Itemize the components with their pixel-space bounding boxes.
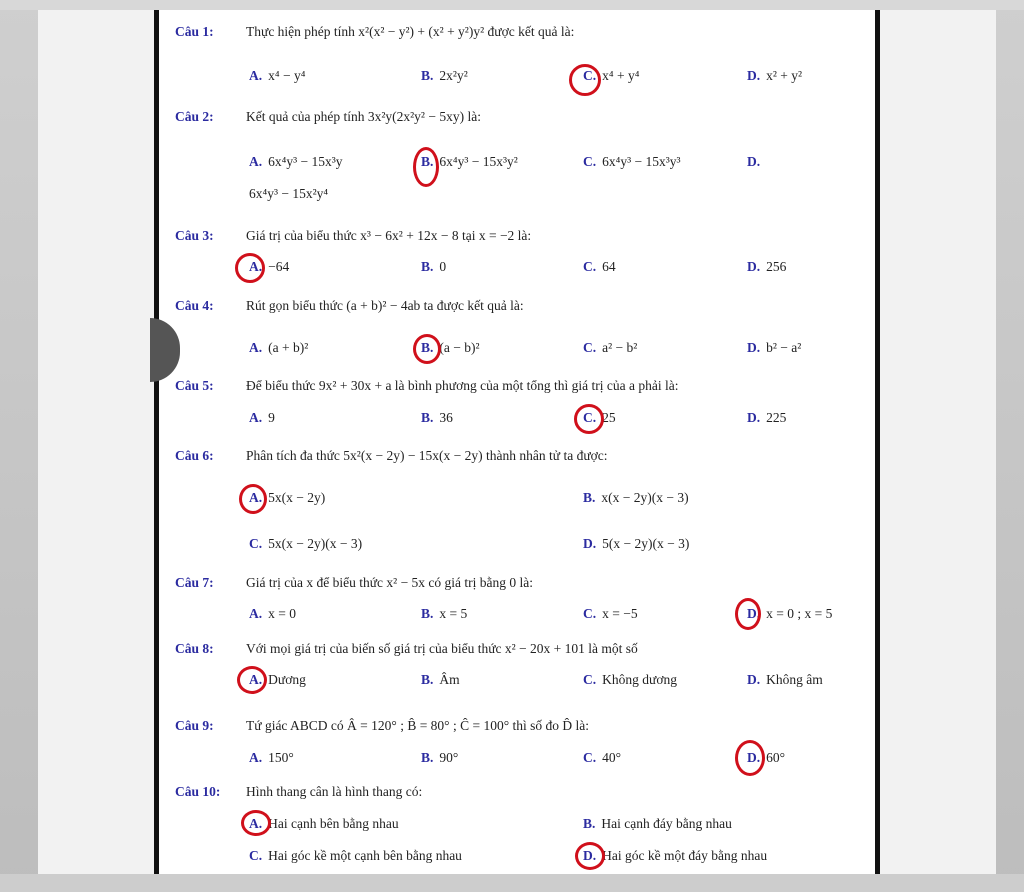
option-d: D. Không âm	[747, 672, 823, 687]
answer-mark-circle	[574, 404, 604, 434]
answer-mark-circle	[575, 842, 605, 870]
option-b: B. 2x²y²	[421, 68, 468, 83]
option-d: D. 60°	[747, 750, 786, 765]
option-b: B. 0	[421, 259, 447, 274]
option-a: A. 6x⁴y³ − 15x³y	[249, 154, 343, 169]
answer-mark-circle	[237, 666, 267, 694]
question-number: Câu 1:	[175, 24, 214, 39]
right-margin	[880, 10, 996, 874]
answer-mark-circle	[413, 147, 439, 187]
answer-mark-circle	[235, 253, 265, 283]
question-number: Câu 3:	[175, 228, 214, 243]
option-c: C. Không dương	[583, 672, 677, 687]
option-c: C. x⁴ + y⁴	[583, 68, 640, 83]
question-text: Kết quả của phép tính 3x²y(2x²y² − 5xy) là:	[246, 109, 481, 124]
question-number: Câu 5:	[175, 378, 214, 393]
question-text: Thực hiện phép tính x²(x² − y²) + (x² + y²)y² được kết quả là:	[246, 24, 575, 39]
question-text: Để biểu thức 9x² + 30x + a là bình phương của một tổng thì giá trị của a phải là:	[246, 378, 679, 393]
background-bottom	[0, 874, 1024, 892]
question-number: Câu 6:	[175, 448, 214, 463]
option-a: A. x⁴ − y⁴	[249, 68, 306, 83]
left-margin	[38, 10, 154, 874]
answer-mark-circle	[569, 64, 601, 96]
worksheet-page	[159, 10, 875, 874]
option-b: B. Hai cạnh đáy bằng nhau	[583, 816, 732, 831]
question-number: Câu 7:	[175, 575, 214, 590]
option-b: B. x(x − 2y)(x − 3)	[583, 490, 689, 505]
option-c: C. 6x⁴y³ − 15x³y³	[583, 154, 681, 169]
option-d: D. x² + y²	[747, 68, 803, 83]
option-b: B. Âm	[421, 672, 460, 687]
option-d: D. Hai góc kề một đáy bằng nhau	[583, 848, 768, 863]
option-a: A. Hai cạnh bên bằng nhau	[249, 816, 399, 831]
option-b: B. 90°	[421, 750, 459, 765]
option-d: D. x = 0 ; x = 5	[747, 606, 833, 621]
question-text: Giá trị của x để biểu thức x² − 5x có giá trị bằng 0 là:	[246, 575, 534, 590]
question-number: Câu 10:	[175, 784, 221, 799]
background-top	[0, 0, 1024, 10]
option-d: D. 5(x − 2y)(x − 3)	[583, 536, 690, 551]
option-b: B. 36	[421, 410, 453, 425]
option-a: A. Dương	[249, 672, 306, 687]
answer-mark-circle	[239, 484, 267, 514]
option-d: D. 225	[747, 410, 787, 425]
option-d-wrap: 6x⁴y³ − 15x²y⁴	[249, 186, 329, 201]
option-d: D. b² − a²	[747, 340, 802, 355]
option-c: C. a² − b²	[583, 340, 638, 355]
answer-mark-circle	[735, 598, 761, 630]
question-text: Giá trị của biểu thức x³ − 6x² + 12x − 8 tại x = −2 là:	[246, 228, 532, 243]
question-number: Câu 4:	[175, 298, 214, 313]
page-border-right	[875, 10, 880, 874]
answer-mark-circle	[241, 810, 271, 836]
question-number: Câu 8:	[175, 641, 214, 656]
option-c: C. 25	[583, 410, 616, 425]
question-text: Hình thang cân là hình thang có:	[246, 784, 423, 799]
option-c: C. x = −5	[583, 606, 638, 621]
option-a: A. 150°	[249, 750, 294, 765]
option-d: D. 256	[747, 259, 787, 274]
question-text: Rút gọn biểu thức (a + b)² − 4ab ta được kết quả là:	[246, 298, 524, 313]
option-c: C. 5x(x − 2y)(x − 3)	[249, 536, 363, 551]
option-a: A. 9	[249, 410, 275, 425]
option-a: A. (a + b)²	[249, 340, 309, 355]
question-text: Phân tích đa thức 5x²(x − 2y) − 15x(x − 2y) thành nhân tử ta được:	[246, 448, 608, 463]
page-border-left	[154, 10, 159, 874]
question-number: Câu 9:	[175, 718, 214, 733]
option-a: A. x = 0	[249, 606, 296, 621]
option-c: C. Hai góc kề một cạnh bên bằng nhau	[249, 848, 462, 863]
answer-mark-circle	[413, 334, 441, 364]
option-a: A. 5x(x − 2y)	[249, 490, 326, 505]
option-b: B. (a − b)²	[421, 340, 480, 355]
question-text: Với mọi giá trị của biến số giá trị của biểu thức x² − 20x + 101 là một số	[246, 641, 638, 656]
answer-mark-circle	[735, 740, 765, 776]
option-c: C. 64	[583, 259, 616, 274]
option-a: A. −64	[249, 259, 290, 274]
option-d: D.	[747, 154, 761, 169]
option-b: B. 6x⁴y³ − 15x³y²	[421, 154, 518, 169]
question-number: Câu 2:	[175, 109, 214, 124]
question-text: Tứ giác ABCD có Â = 120° ; B̂ = 80° ; Ĉ = 100° thì số đo D̂ là:	[246, 718, 589, 733]
option-c: C. 40°	[583, 750, 622, 765]
option-b: B. x = 5	[421, 606, 468, 621]
